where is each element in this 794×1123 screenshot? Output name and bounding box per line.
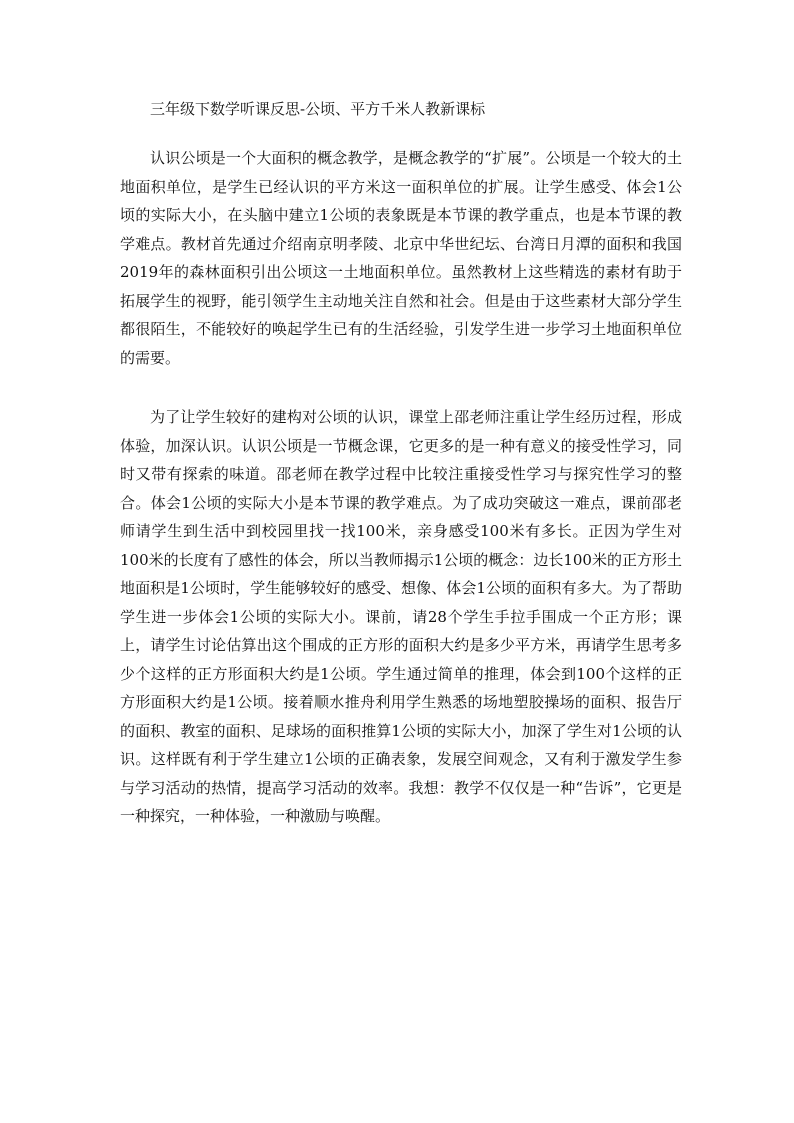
paragraph-2: 为了让学生较好的建构对公顷的认识，课堂上邵老师注重让学生经历过程，形成体验，加深认识。认识公顷是一节概念课，它更多的是一种有意义的接受性学习，同时又带有探索的味道。邵老师在教学过程中比较注重接受性学习与探究性学习的整合。体会1公顷的实际大小是本节课的教学难点。为了成功突破这一难点，课前邵老师请学生到生活中到校园里找一找100米，亲身感受100米有多长。正因为学生对100米的长度有了感性的体会，所以当教师揭示1公顷的概念：边长100米的正方形土地面积是1公顷时，学生能够较好的感受、想像、体会1公顷的面积有多大。为了帮助学生进一步体会1公顷的实际大小。课前，请28个学生手拉手围成一个正方形；课上，请学生讨论估算出这个围成的正方形的面积大约是多少平方米，再请学生思考多少个这样的正方形面积大约是1公顷。学生通过简单的推理，体会到100个这样的正方形面积大约是1公顷。接着顺水推舟利用学生熟悉的场地塑胶操场的面积、报告厅的面积、教室的面积、足球场的面积推算1公顷的实际大小，加深了学生对1公顷的认识。这样既有利于学生建立1公顷的正确表象，发展空间观念，又有利于激发学生参与学习活动的热情，提高学习活动的效率。我想：教学不仅仅是一种“告诉”，它更是一种探究，一种体验，一种激励与唤醒。 <box>120 408 682 825</box>
document-title: 三年级下数学听课反思-公顷、平方千米人教新课标 <box>150 100 486 118</box>
paragraph-1: 认识公顷是一个大面积的概念教学，是概念教学的“扩展”。公顷是一个较大的土地面积单位，是学生已经认识的平方米这一面积单位的扩展。让学生感受、体会1公顷的实际大小，在头脑中建立1公顷的表象既是本节课的教学重点，也是本节课的教学难点。教材首先通过介绍南京明孝陵、北京中华世纪坛、台湾日月潭的面积和我国2019年的森林面积引出公顷这一土地面积单位。虽然教材上这些精选的素材有助于拓展学生的视野，能引领学生主动地关注自然和社会。但是由于这些素材大部分学生都很陌生，不能较好的唤起学生已有的生活经验，引发学生进一步学习土地面积单位的需要。 <box>120 149 682 367</box>
